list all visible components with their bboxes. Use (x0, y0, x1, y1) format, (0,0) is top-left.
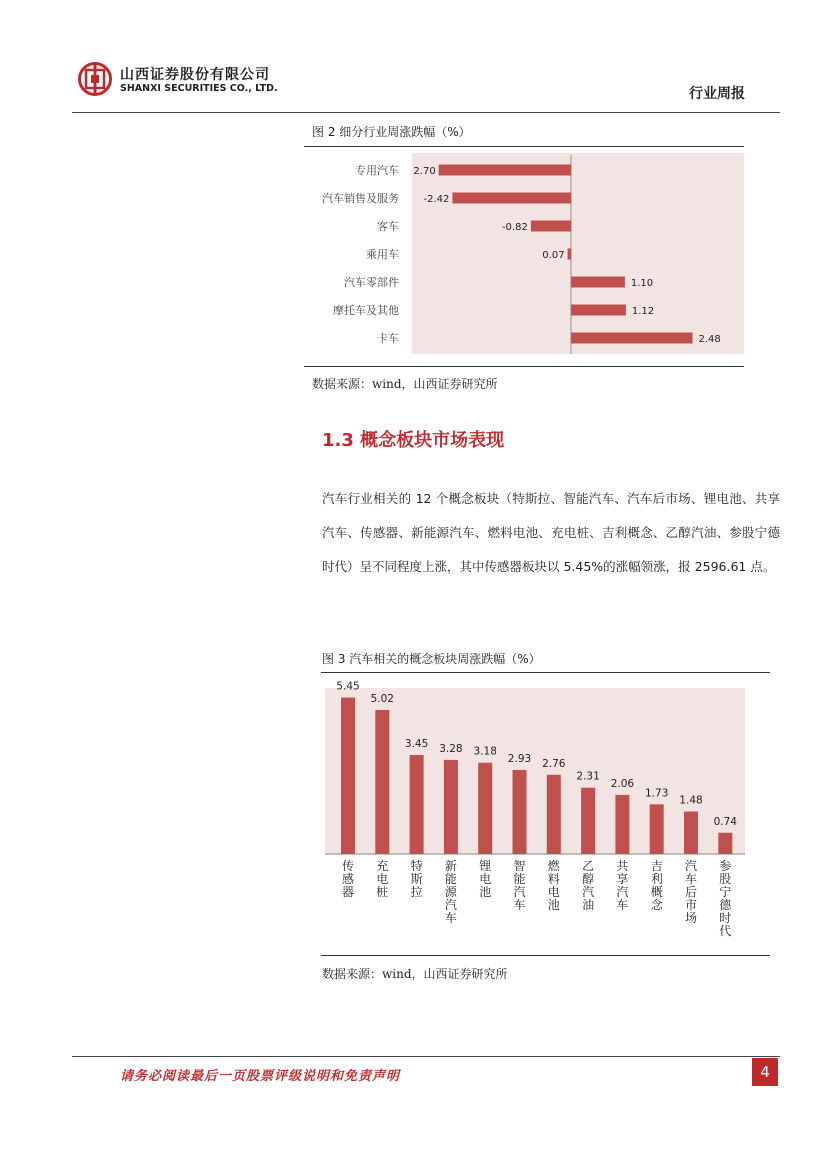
fig3-bar-8 (615, 795, 629, 854)
fig2-category-label-2: 客车 (377, 220, 399, 233)
fig3-bar-10 (684, 812, 698, 854)
fig2-bar-6 (571, 333, 693, 344)
fig2-value-label-2: -0.82 (501, 222, 528, 233)
page-number: 4 (752, 1058, 778, 1086)
fig3-category-label-5: 智能汽车 (513, 859, 526, 912)
fig3-category-label-10: 汽车后市场 (684, 859, 698, 925)
fig2-category-label-6: 卡车 (377, 332, 399, 345)
fig3-bar-1 (375, 710, 389, 854)
fig3-value-label-1: 5.02 (370, 692, 394, 705)
fig3-bar-7 (581, 788, 595, 854)
figure2-bottom-rule (304, 366, 744, 367)
fig3-value-label-8: 2.06 (610, 777, 635, 790)
fig3-bar-9 (650, 804, 664, 854)
fig3-bar-5 (513, 770, 527, 854)
fig2-category-label-4: 汽车零部件 (344, 276, 399, 289)
fig2-bar-2 (531, 221, 571, 232)
figure3-caption: 图 3 汽车相关的概念板块周涨跌幅（%） (322, 652, 541, 666)
fig2-bar-3 (568, 249, 571, 260)
fig3-bar-4 (478, 763, 492, 854)
header-divider (72, 112, 780, 113)
fig3-value-label-9: 1.73 (645, 787, 669, 800)
fig3-category-label-4: 锂电池 (479, 859, 492, 899)
fig3-category-label-8: 共享汽车 (616, 859, 629, 912)
fig3-value-label-7: 2.31 (576, 770, 600, 783)
figure3-chart (321, 673, 770, 955)
fig2-category-label-0: 专用汽车 (355, 164, 399, 177)
figure2-chart (304, 147, 744, 366)
fig3-category-label-0: 传感器 (341, 859, 355, 899)
fig3-value-label-10: 1.48 (679, 794, 703, 807)
company-logo-icon (78, 62, 112, 96)
fig3-category-label-1: 充电桩 (376, 859, 389, 899)
figure2-plot-area (412, 153, 744, 354)
fig3-value-label-4: 3.18 (473, 745, 497, 758)
fig3-value-label-11: 0.74 (713, 815, 737, 828)
fig2-category-label-3: 乘用车 (366, 248, 399, 261)
fig3-category-label-3: 新能源汽车 (444, 859, 457, 925)
fig3-bar-6 (547, 775, 561, 854)
fig3-category-label-9: 吉利概念 (650, 859, 663, 912)
fig2-category-label-1: 汽车销售及服务 (322, 192, 399, 205)
fig2-value-label-5: 1.12 (631, 306, 655, 317)
fig3-value-label-5: 2.93 (507, 752, 532, 765)
fig2-value-label-1: -2.42 (423, 194, 450, 205)
disclaimer-text: 请务必阅读最后一页股票评级说明和免责声明 (120, 1069, 401, 1084)
footer-divider (72, 1056, 780, 1057)
fig2-bar-5 (571, 305, 626, 316)
fig3-value-label-0: 5.45 (336, 680, 360, 693)
fig2-value-label-3: 0.07 (542, 250, 565, 261)
fig3-value-label-6: 2.76 (542, 757, 566, 770)
fig2-value-label-6: 2.48 (698, 334, 721, 345)
fig2-category-label-5: 摩托车及其他 (333, 304, 399, 317)
body-paragraph: 汽车行业相关的 12 个概念板块（特斯拉、智能汽车、汽车后市场、锂电池、共享汽车、传感器、新能源汽车、燃料电池、充电桩、吉利概念、乙醇汽油、参股宁德时代）呈不同程度上涨，其中传感器板块以 5.45%的涨幅领涨，报 2596.61 点。 (322, 491, 780, 574)
fig3-bar-11 (718, 833, 732, 854)
figure2-source: 数据来源：wind，山西证券研究所 (312, 377, 498, 391)
fig3-bar-0 (341, 698, 355, 854)
fig3-value-label-3: 3.28 (439, 742, 463, 755)
fig2-bar-1 (452, 193, 571, 204)
figure3-source: 数据来源：wind，山西证券研究所 (322, 967, 508, 981)
fig2-bar-0 (439, 165, 571, 176)
fig2-value-label-0: 2.70 (413, 166, 436, 177)
fig3-bar-2 (410, 755, 424, 854)
company-name-en: SHANXI SECURITIES CO., LTD. (120, 83, 278, 94)
figure2-caption: 图 2 细分行业周涨跌幅（%） (312, 125, 471, 139)
figure3-bottom-rule (321, 955, 770, 956)
fig3-category-label-6: 燃料电池 (547, 859, 560, 912)
report-type: 行业周报 (689, 86, 745, 102)
fig3-category-label-11: 参股宁德时代 (719, 859, 732, 938)
company-name-cn: 山西证券股份有限公司 (120, 67, 270, 83)
fig3-category-label-7: 乙醇汽油 (582, 859, 595, 912)
fig3-category-label-2: 特斯拉 (410, 859, 423, 899)
section-heading: 1.3 概念板块市场表现 (322, 430, 505, 451)
fig3-value-label-2: 3.45 (404, 737, 429, 750)
fig2-bar-4 (571, 277, 625, 288)
fig2-value-label-4: 1.10 (630, 278, 654, 289)
fig3-bar-3 (444, 760, 458, 854)
